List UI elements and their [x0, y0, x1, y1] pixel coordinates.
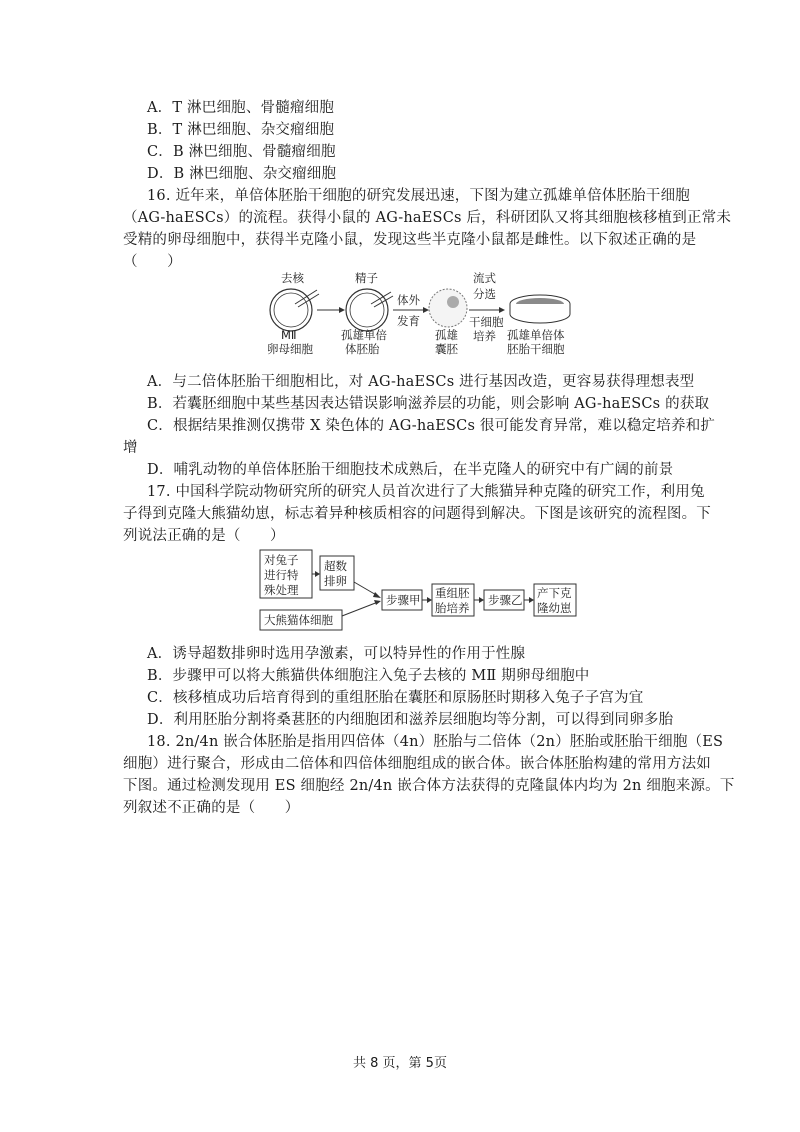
arrow-r2-head: [373, 592, 381, 598]
q16-option-b: B．若囊胚细胞中某些基因表达错误影响滋养层的功能，则会影响 AG-haESCs 的获取: [147, 396, 710, 412]
clone-birth-label-1: 产下克: [537, 586, 572, 600]
recombinant-label-2: 胎培养: [435, 601, 470, 615]
embryo-label-2: 体胚胎: [345, 342, 380, 356]
page-footer: 共 8 页，第 5页: [353, 1056, 447, 1071]
q17-stem-line-2: 子得到克隆大熊猫幼崽，标志着异种核质相容的问题得到解决。下图是该研究的流程图。下: [123, 506, 711, 522]
remove-nucleus-label: 去核: [281, 271, 304, 285]
q18-stem-line-4: 列叙述不正确的是（ ）: [123, 800, 300, 816]
q16-option-c: C．根据结果推测仅携带 X 染色体的 AG-haESCs 很可能发育异常，难以稳定培养和扩: [147, 418, 716, 434]
q17-stem-line-3: 列说法正确的是（ ）: [123, 528, 285, 544]
petri-dish-side: [510, 304, 570, 323]
flow-label-4: 培养: [473, 329, 496, 343]
rabbit-label-3: 殊处理: [264, 583, 299, 597]
q18-stem-line-1: 18. 2n/4n 嵌合体胚胎是指用四倍体（4n）胚胎与二倍体（2n）胚胎或胚胎干细胞（ES: [147, 734, 724, 750]
arrow-p1: [342, 602, 378, 616]
blastocyst-label-1: 孤雄: [435, 328, 458, 342]
q16-option-d: D．哺乳动物的单倍体胚胎干细胞技术成熟后，在半克隆人的研究中有广阔的前景: [147, 462, 674, 478]
flow-label-2: 分选: [473, 287, 496, 301]
invitro-label-1: 体外: [397, 293, 420, 307]
oocyte-label-1: MⅡ: [281, 328, 297, 342]
step-a-label: 步骤甲: [386, 593, 421, 607]
rabbit-label-1: 对兔子: [264, 553, 299, 567]
q18-stem-line-3: 下图。通过检测发现用 ES 细胞经 2n/4n 嵌合体方法获得的克隆鼠体内均为 2n 细胞来源。下: [123, 778, 735, 794]
recombinant-label-1: 重组胚: [435, 586, 470, 600]
blastocyst-icm: [447, 296, 459, 308]
embryo-label-1: 孤雄单倍: [341, 328, 387, 342]
flow-label-3: 干细胞: [469, 315, 504, 329]
step-b-label: 步骤乙: [488, 593, 523, 607]
flow-label-1: 流式: [473, 271, 496, 285]
invitro-label-2: 发育: [397, 314, 420, 328]
embryo-circle: [346, 289, 388, 331]
q15-option-c: C．B 淋巴细胞、骨髓瘤细胞: [147, 144, 336, 160]
arrow-s3-head: [529, 597, 534, 603]
blastocyst-label-2: 囊胚: [435, 342, 458, 356]
arrow-p1-head: [374, 600, 381, 605]
oocyte-label-2: 卵母细胞: [267, 342, 313, 356]
q17-stem-line-1: 17. 中国科学院动物研究所的研究人员首次进行了大熊猫异种克隆的研究工作，利用兔: [147, 484, 705, 500]
q18-stem-line-2: 细胞）进行聚合，形成由二倍体和四倍体细胞组成的嵌合体。嵌合体胚胎构建的常用方法如: [123, 756, 711, 772]
arrow-1-head: [339, 307, 345, 313]
blastocyst-circle: [429, 289, 467, 327]
oocyte-circle: [270, 289, 312, 331]
q15-option-a: A．T 淋巴细胞、骨髓瘤细胞: [147, 100, 335, 116]
q17-option-c: C．核移植成功后培育得到的重组胚胎在囊胚和原肠胚时期移入兔子子宫为宜: [147, 690, 644, 706]
arrow-s1-head: [427, 597, 432, 603]
q15-option-b: B．T 淋巴细胞、杂交瘤细胞: [147, 122, 335, 138]
arrow-3-head: [499, 307, 505, 313]
q16-stem-line-2: （AG-haESCs）的流程。获得小鼠的 AG-haESCs 后，科研团队又将其细胞核移植到正常未: [123, 210, 732, 226]
clone-birth-label-2: 隆幼崽: [537, 601, 572, 615]
q16-stem-line-1: 16. 近年来，单倍体胚胎干细胞的研究发展迅速，下图为建立孤雄单倍体胚胎干细胞: [147, 188, 690, 204]
panda-cell-label: 大熊猫体细胞: [264, 613, 333, 627]
q16-option-a: A．与二倍体胚胎干细胞相比，对 AG-haESCs 进行基因改造，更容易获得理想表型: [147, 374, 695, 390]
q17-option-d: D．利用胚胎分割将桑葚胚的内细胞团和滋养层细胞均等分割，可以得到同卵多胎: [147, 712, 674, 728]
q17-option-b: B．步骤甲可以将大熊猫供体细胞注入兔子去核的 MⅡ 期卵母细胞中: [147, 668, 590, 684]
q16-stem-line-4: （ ）: [123, 254, 182, 270]
sperm-label: 精子: [355, 271, 378, 285]
superovulation-label-2: 排卵: [324, 574, 347, 588]
q16-option-c-cont: 增: [123, 440, 138, 456]
q16-stem-line-3: 受精的卵母细胞中，获得半克隆小鼠，发现这些半克隆小鼠都是雌性。以下叙述正确的是: [123, 232, 697, 248]
arrow-s2-head: [479, 597, 484, 603]
q16-flow-diagram: [255, 268, 575, 360]
q15-option-d: D．B 淋巴细胞、杂交瘤细胞: [147, 166, 337, 182]
q17-flow-diagram: [258, 548, 578, 638]
superovulation-label-1: 超数: [324, 559, 347, 573]
q17-option-a: A．诱导超数排卵时选用孕激素，可以特异性的作用于性腺: [147, 646, 526, 662]
escs-label-2: 胚胎干细胞: [507, 342, 565, 356]
rabbit-label-2: 进行特: [264, 568, 299, 582]
arrow-2-head: [423, 307, 429, 313]
arrow-r1-head: [315, 571, 320, 577]
escs-label-1: 孤雄单倍体: [507, 328, 565, 342]
